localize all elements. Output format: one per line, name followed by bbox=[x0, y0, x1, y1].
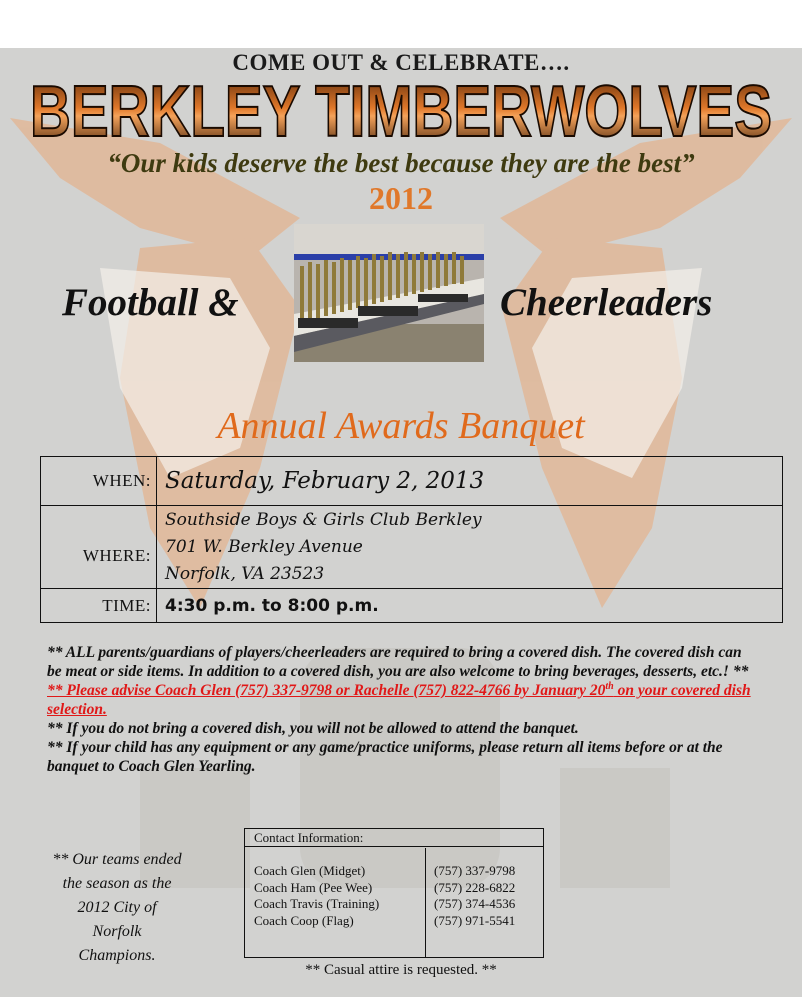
rsvp-note-end: on your covered dish selection. bbox=[47, 682, 751, 718]
motto-quote: “Our kids deserve the best because they are the best” bbox=[107, 148, 695, 178]
rsvp-note bbox=[47, 681, 757, 719]
team-name-text: BERKLEY TIMBERWOLVES bbox=[30, 72, 772, 150]
season-year: 2012 bbox=[369, 180, 433, 216]
champions-line: Norfolk bbox=[92, 923, 142, 940]
notes-section bbox=[47, 643, 757, 776]
rsvp-note-sup: th bbox=[605, 680, 614, 692]
time-row bbox=[41, 589, 783, 623]
contact-name: Coach Glen (Midget) bbox=[254, 863, 366, 878]
contact-name: Coach Ham (Pee Wee) bbox=[254, 879, 373, 895]
when-row bbox=[41, 457, 783, 506]
time-value: 4:30 p.m. to 8:00 p.m. bbox=[157, 589, 783, 623]
event-details-table bbox=[40, 456, 783, 623]
contact-phone: (757) 971-5541 bbox=[434, 912, 516, 928]
attendance-note: ** If you do not bring a covered dish, you will not be allowed to attend the banquet. bbox=[47, 720, 579, 737]
contact-row bbox=[245, 880, 543, 897]
attire-note: ** Casual attire is requested. ** bbox=[305, 962, 497, 978]
where-line: 701 W. Berkley Avenue bbox=[165, 536, 363, 557]
when-label: WHEN: bbox=[41, 457, 157, 506]
rsvp-note-text: ** Please advise Coach Glen (757) 337-9798 or Rachelle (757) 822-4766 by January 20 bbox=[47, 682, 606, 699]
where-row bbox=[41, 506, 783, 589]
time-label: TIME: bbox=[41, 589, 157, 623]
cheerleaders-label: Cheerleaders bbox=[500, 281, 713, 324]
champions-line: 2012 City of bbox=[77, 899, 157, 916]
contact-row bbox=[245, 896, 543, 913]
contact-phone: (757) 228-6822 bbox=[434, 879, 516, 895]
contact-heading: Contact Information: bbox=[245, 829, 543, 847]
where-line: Norfolk, VA 23523 bbox=[165, 563, 325, 584]
where-label: WHERE: bbox=[41, 506, 157, 589]
champions-line: ** Our teams ended bbox=[52, 851, 182, 868]
covered-dish-note: ** ALL parents/guardians of players/cheerleaders are required to bring a covered dish. The covered dish can be meat or side items. In addition to a covered dish, you are also welcome to bring beverages, desserts, etc.! ** bbox=[47, 644, 749, 680]
football-label: Football & bbox=[62, 281, 239, 324]
contact-list bbox=[245, 863, 543, 929]
contact-name: Coach Coop (Flag) bbox=[254, 912, 354, 928]
when-value: Saturday, February 2, 2013 bbox=[157, 457, 783, 506]
trophy-table-photo bbox=[294, 224, 484, 362]
contact-name: Coach Travis (Training) bbox=[254, 896, 380, 911]
contact-phone: (757) 337-9798 bbox=[434, 863, 516, 878]
equipment-note: ** If your child has any equipment or any game/practice uniforms, please return all items before or at the banquet to Coach Glen Yearling. bbox=[47, 739, 723, 775]
come-out-heading: COME OUT & CELEBRATE…. bbox=[232, 50, 570, 75]
champions-line: the season as the bbox=[62, 875, 172, 892]
champions-note bbox=[42, 848, 192, 968]
where-line: Southside Boys & Girls Club Berkley bbox=[165, 509, 482, 530]
flyer-page bbox=[0, 48, 802, 997]
contact-phone: (757) 374-4536 bbox=[434, 896, 516, 911]
champions-line: Champions. bbox=[78, 947, 156, 964]
contact-row bbox=[245, 913, 543, 930]
contact-row bbox=[245, 863, 543, 880]
where-value bbox=[157, 506, 783, 589]
contact-info-box bbox=[244, 828, 544, 958]
banquet-title: Annual Awards Banquet bbox=[217, 405, 585, 447]
team-name-title bbox=[20, 70, 782, 150]
